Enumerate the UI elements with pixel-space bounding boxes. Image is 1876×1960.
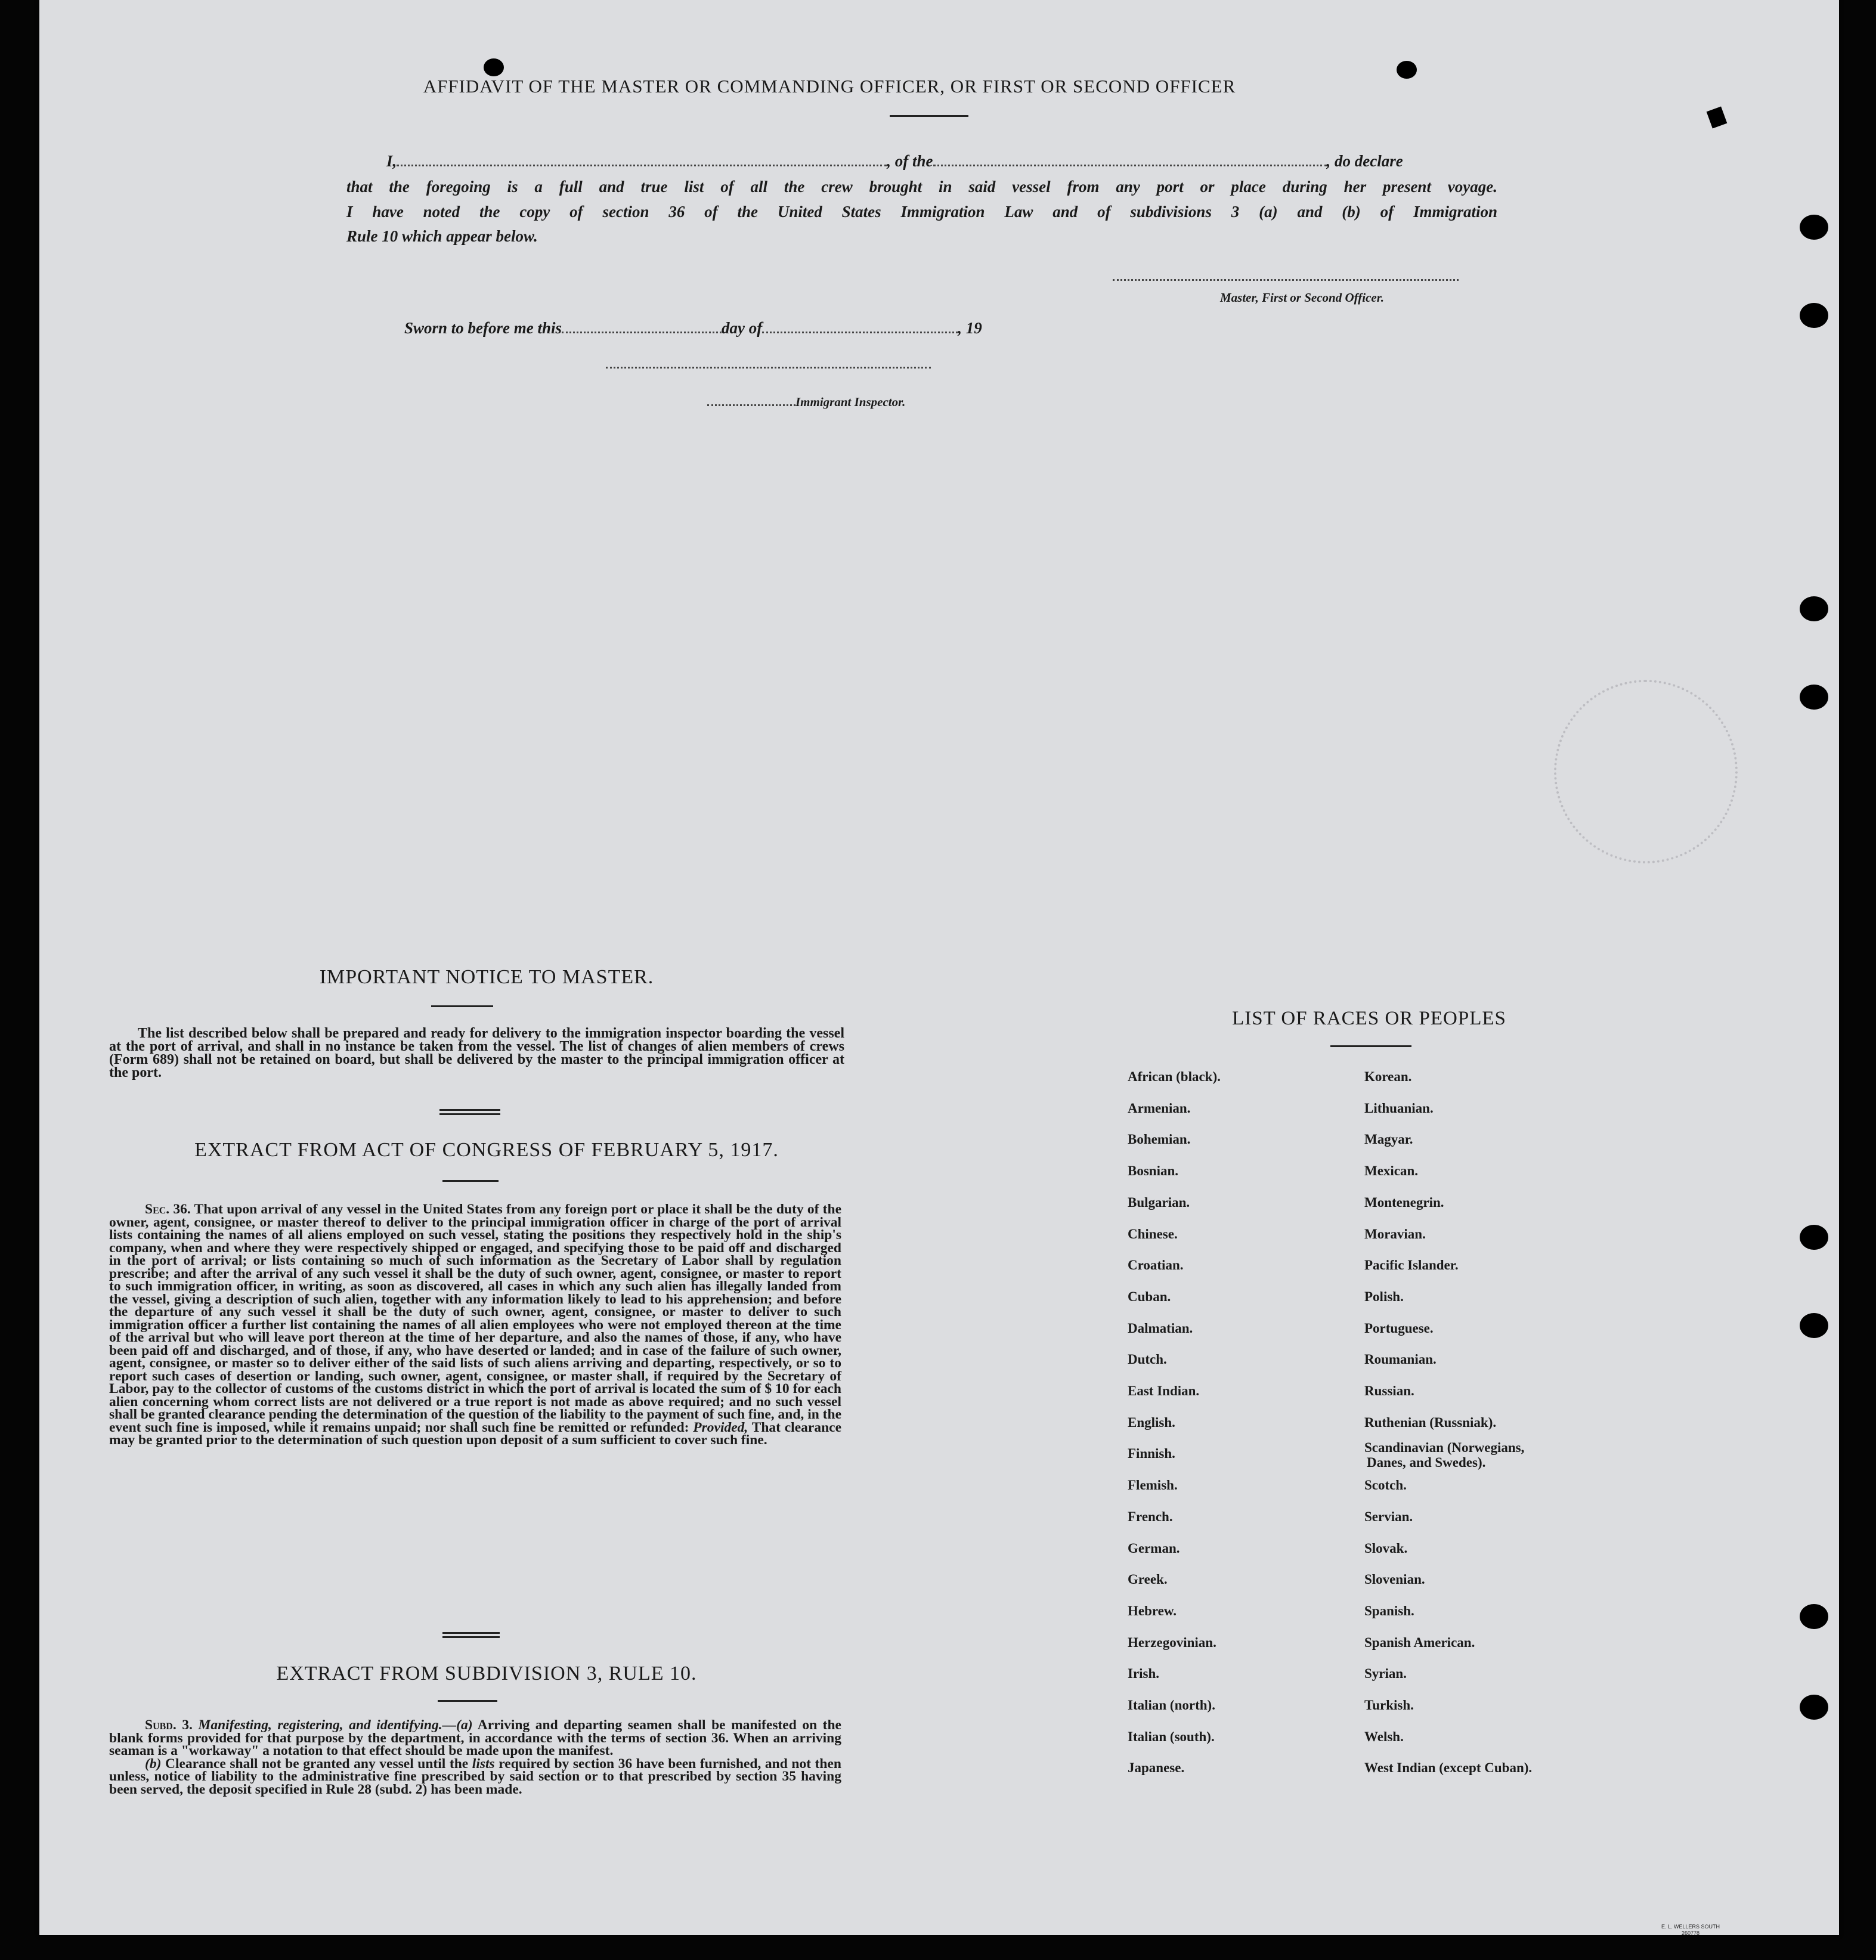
notice-body: The list described below shall be prepared and ready for delivery to the immigration inspector boarding the vessel at the port of arrival, and shall in no instance be taken from the vessel. The list of changes of alien members of crews (Form 689) shall not be retained on board, but shall be delivered by the master to the principal immigration officer at the port. <box>109 1026 844 1080</box>
act-rule <box>442 1180 499 1182</box>
printer-number: 260778 <box>1681 1930 1700 1936</box>
corner-mark <box>1707 106 1728 128</box>
race-item: Slovak. <box>1364 1540 1408 1556</box>
affidavit-title: AFFIDAVIT OF THE MASTER OR COMMANDING OFFICER, OR FIRST OR SECOND OFFICER <box>423 76 1236 97</box>
race-item: Italian (north). <box>1128 1698 1215 1713</box>
affidavit-line-4: Rule 10 which appear below. <box>346 227 538 245</box>
printer-name: E. L. WELLERS SOUTH <box>1661 1924 1720 1930</box>
race-item: Russian. <box>1364 1383 1414 1398</box>
provided-word: Provided, <box>693 1419 748 1435</box>
race-item: Chinese. <box>1128 1226 1178 1241</box>
race-item: Welsh. <box>1364 1729 1404 1744</box>
race-item: Servian. <box>1364 1509 1413 1524</box>
month-blank <box>762 332 958 333</box>
notice-rule <box>431 1005 493 1007</box>
race-item: Bulgarian. <box>1128 1194 1190 1210</box>
race-item: Flemish. <box>1128 1478 1178 1493</box>
race-item: Hebrew. <box>1128 1603 1177 1618</box>
race-item: Roumanian. <box>1364 1352 1437 1367</box>
rule-extract-text <box>109 1719 841 1796</box>
sworn-line <box>404 319 982 337</box>
affidavit-i: I, <box>386 152 397 170</box>
day-blank <box>562 332 722 333</box>
vessel-blank <box>933 165 1327 166</box>
race-item: West Indian (except Cuban). <box>1364 1760 1533 1776</box>
act-extract-text <box>109 1203 841 1447</box>
subd-b-paragraph <box>109 1755 841 1797</box>
race-item: Armenian. <box>1128 1100 1191 1116</box>
affidavit-line-3: I have noted the copy of section 36 of the United States Immigration Law and of subdivisions 3 (a) and (b) of Immigration <box>346 203 1497 221</box>
race-item: Bohemian. <box>1128 1132 1191 1147</box>
race-item: Scandinavian (Norwegians, <box>1364 1440 1525 1456</box>
name-blank <box>397 165 887 166</box>
day-of-text: day of <box>722 319 763 337</box>
race-item: Scotch. <box>1364 1478 1407 1493</box>
binder-hole <box>1800 215 1828 240</box>
rule-extract-title: EXTRACT FROM SUBDIVISION 3, RULE 10. <box>276 1662 697 1685</box>
double-rule <box>442 1632 500 1634</box>
sworn-text: Sworn to before me this <box>404 319 562 337</box>
race-item: Polish. <box>1364 1289 1404 1304</box>
embossed-seal <box>1554 680 1738 863</box>
binder-hole <box>1800 1313 1828 1338</box>
binder-hole <box>1800 685 1828 710</box>
inspector-signature-line <box>606 367 931 369</box>
race-item: Finnish. <box>1128 1446 1175 1462</box>
subd-b-text-2: required by section 36 have been furnished, and not then unless, notice of liability to the administrative fine prescribed by said section or to that prescribed by section 35 having been served, the deposit specified in Rule 28 (subd. 2) has been made. <box>109 1755 841 1797</box>
notice-title: IMPORTANT NOTICE TO MASTER. <box>319 966 654 988</box>
sec-36-text-end: That clearance may be granted prior to the determination of such question upon deposit of a sum sufficient to cover such fine. <box>109 1419 841 1448</box>
manifest-page-back <box>39 0 1839 1935</box>
sec-36-text: That upon arrival of any vessel in the United States from any foreign port or place it shall be the duty of the owner, agent, consignee, or master thereof to deliver to the principal immigration officer in charge of the port of arrival lists containing the names of all aliens employed on such vessel, stating the positions they respectively hold in the ship's company, when and where they were respectively shipped or engaged, and specifying those to be paid off and discharged in the port of arrival; or lists containing so much of such information as the Secretary of Labor shall by regulation prescribe; and after the arrival of any such vessel it shall be the duty of such owner, agent, consignee, or master to report to such immigration officer, in writing, as soon as discovered, all cases in which any such alien has illegally landed from the vessel, giving a description of such alien, together with any information likely to lead to his apprehension; and before the departure of any such vessel it shall be the duty of such owner, agent, consignee, or master to deliver to such immigration officer a further list containing the names of all alien employees who were not employed thereon at the time of the arrival but who will leave port thereon at the time of her departure, and also the names of those, if any, who have been paid off and discharged, and of those, if any, who have deserted or landed; and in case of the failure of such owner, agent, consignee, or master so to deliver either of the said lists of such aliens arriving and departing, respectively, or so to report such cases of desertion or landing, such owner, agent, consignee, or master shall, if required by the Secretary of Labor, pay to the collector of customs of the customs district in which the port of arrival is located the sum of $ 10 for each alien concerning whom correct lists are not delivered or a true report is not made as above required; and no such vessel shall be granted clearance pending the determination of the question of the liability to the payment of such fine, and, in the event such fine is imposed, while it remains unpaid; nor shall such fine be remitted or refunded: <box>109 1202 842 1435</box>
races-rule <box>1330 1045 1411 1047</box>
subd-label: Subd. 3. <box>145 1717 193 1733</box>
subd-heading: Manifesting, registering, and identifying.—(a) <box>198 1717 473 1733</box>
inspector-blank <box>707 404 795 406</box>
race-item: East Indian. <box>1128 1383 1200 1398</box>
binder-hole <box>1800 303 1828 328</box>
race-item: Bosnian. <box>1128 1163 1179 1179</box>
punch-hole <box>484 58 504 76</box>
race-item: Ruthenian (Russniak). <box>1364 1414 1497 1430</box>
binder-hole <box>1800 1225 1828 1250</box>
race-item: Korean. <box>1364 1069 1412 1084</box>
race-item: Irish. <box>1128 1666 1160 1682</box>
race-item: Magyar. <box>1364 1132 1413 1147</box>
year-text: , 19 <box>958 319 982 337</box>
affidavit-line-2: that the foregoing is a full and true list of all the crew brought in said vessel from any port or place during her present voyage. <box>346 178 1497 196</box>
race-item: Lithuanian. <box>1364 1100 1434 1116</box>
subd-a-text: Arriving and departing seamen shall be manifested on the blank forms provided for that purpose by the department, in accordance with the terms of section 36. When an arriving seaman is a "workaway" a notation to that effect should be made upon the manifest. <box>109 1717 841 1758</box>
race-item: Slovenian. <box>1364 1572 1425 1587</box>
binder-hole <box>1800 1695 1828 1720</box>
notice-text <box>109 1027 844 1079</box>
printer-mark <box>1661 1924 1720 1937</box>
subd-b-lists: lists <box>472 1755 495 1772</box>
race-item: African (black). <box>1128 1069 1221 1084</box>
race-item: Spanish American. <box>1364 1634 1475 1650</box>
rule-rule <box>438 1700 497 1702</box>
race-item: Dalmatian. <box>1128 1320 1193 1336</box>
race-item: Spanish. <box>1364 1603 1414 1618</box>
affidavit-of-the: , of the <box>887 152 933 170</box>
race-item: Cuban. <box>1128 1289 1171 1304</box>
race-item: German. <box>1128 1540 1180 1556</box>
inspector-label: Immigrant Inspector. <box>795 395 906 409</box>
title-rule <box>890 115 968 117</box>
signature-line <box>1113 279 1459 281</box>
double-rule <box>439 1109 500 1111</box>
signature-label: Master, First or Second Officer. <box>1220 290 1384 305</box>
race-scandinavian-cont: Danes, and Swedes). <box>1367 1455 1486 1470</box>
race-item: Syrian. <box>1364 1666 1407 1682</box>
race-item: Herzegovinian. <box>1128 1634 1216 1650</box>
races-title: LIST OF RACES OR PEOPLES <box>1232 1008 1506 1029</box>
subd-b-text-1: Clearance shall not be granted any vessel until the <box>165 1755 469 1772</box>
inspector-line <box>707 395 905 410</box>
binder-hole <box>1800 1604 1828 1629</box>
double-rule <box>442 1636 500 1638</box>
race-item: Pacific Islander. <box>1364 1258 1459 1273</box>
sec-label: Sec. 36. <box>145 1202 191 1217</box>
subd-b-label: (b) <box>145 1755 162 1772</box>
race-item: Japanese. <box>1128 1760 1185 1776</box>
race-item: Portuguese. <box>1364 1320 1434 1336</box>
race-item: English. <box>1128 1414 1175 1430</box>
race-item: Greek. <box>1128 1572 1168 1587</box>
affidavit-line-1 <box>386 152 1478 171</box>
subd-a-paragraph <box>109 1719 841 1758</box>
race-item: Croatian. <box>1128 1258 1184 1273</box>
race-item: Mexican. <box>1364 1163 1419 1179</box>
race-item: French. <box>1128 1509 1173 1524</box>
race-item: Dutch. <box>1128 1352 1167 1367</box>
affidavit-do-declare: , do declare <box>1326 152 1403 170</box>
race-item: Italian (south). <box>1128 1729 1215 1744</box>
race-item: Turkish. <box>1364 1698 1414 1713</box>
binder-hole <box>1800 596 1828 621</box>
act-extract-title: EXTRACT FROM ACT OF CONGRESS OF FEBRUARY 5, 1917. <box>194 1139 779 1161</box>
race-item: Montenegrin. <box>1364 1194 1444 1210</box>
race-item: Moravian. <box>1364 1226 1426 1241</box>
double-rule <box>439 1113 500 1115</box>
